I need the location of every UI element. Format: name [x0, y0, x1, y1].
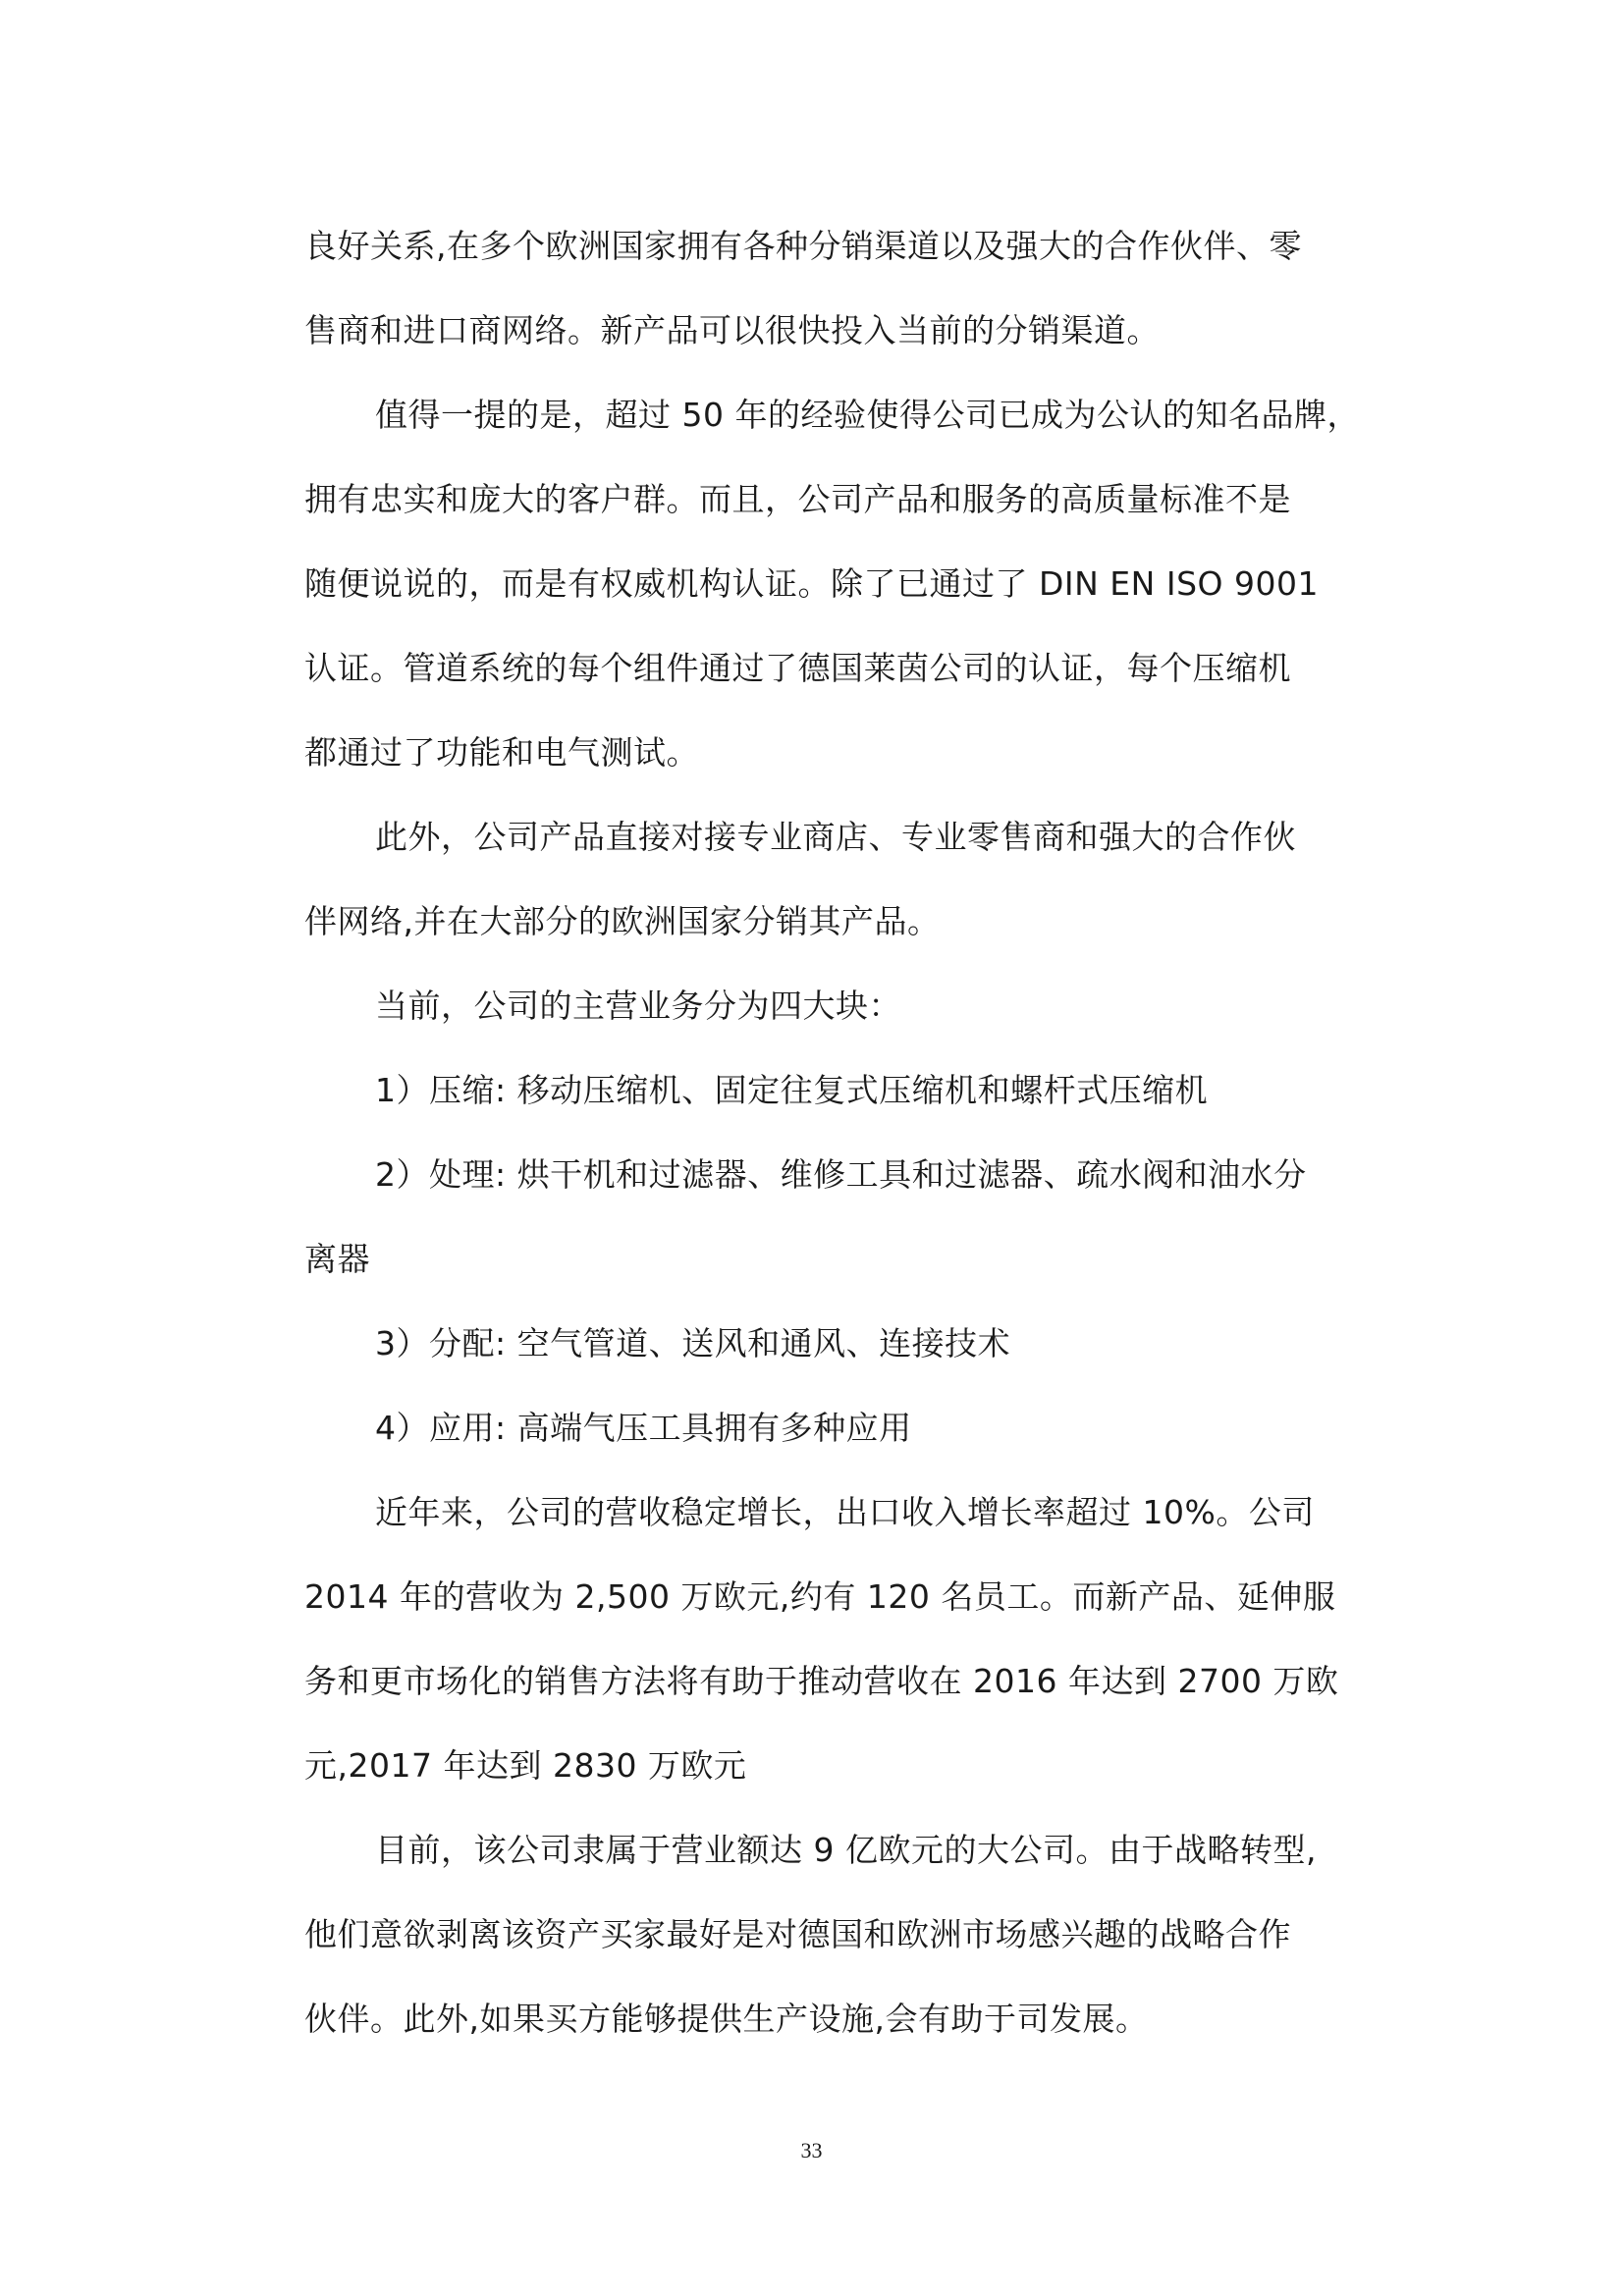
list-item: 2）处理: 烘干机和过滤器、维修工具和过滤器、疏水阀和油水分: [375, 1155, 1307, 1194]
text-line: 伴网络,并在大部分的欧洲国家分销其产品。: [304, 902, 941, 940]
paragraph-start: 当前，公司的主营业务分为四大块：: [375, 987, 901, 1025]
text-line: 务和更市场化的销售方法将有助于推动营收在 2016 年达到 2700 万欧: [304, 1662, 1339, 1700]
list-item: 4）应用: 高端气压工具拥有多种应用: [375, 1409, 912, 1447]
text-line: 都通过了功能和电气测试。: [304, 733, 699, 772]
list-item: 1）压缩: 移动压缩机、固定往复式压缩机和螺杆式压缩机: [375, 1071, 1209, 1109]
text-line: 拥有忠实和庞大的客户群。而且，公司产品和服务的高质量标准不是: [304, 480, 1291, 518]
paragraph-start: 目前，该公司隶属于营业额达 9 亿欧元的大公司。由于战略转型,: [375, 1831, 1317, 1869]
text-line: 离器: [304, 1240, 370, 1278]
text-line: 元,2017 年达到 2830 万欧元: [304, 1746, 747, 1785]
paragraph-start: 值得一提的是，超过 50 年的经验使得公司已成为公认的知名品牌，: [375, 396, 1360, 434]
paragraph-start: 近年来，公司的营收稳定增长，出口收入增长率超过 10%。公司: [375, 1493, 1315, 1531]
text-line: 伙伴。此外,如果买方能够提供生产设施,会有助于司发展。: [304, 2000, 1149, 2038]
text-line: 2014 年的营收为 2,500 万欧元,约有 120 名员工。而新产品、延伸服: [304, 1577, 1336, 1616]
text-line: 随便说说的，而是有权威机构认证。除了已通过了 DIN EN ISO 9001: [304, 564, 1319, 603]
text-line: 他们意欲剥离该资产买家最好是对德国和欧洲市场感兴趣的战略合作: [304, 1915, 1291, 1953]
text-line: 售商和进口商网络。新产品可以很快投入当前的分销渠道。: [304, 311, 1160, 349]
page-number: 33: [800, 2138, 823, 2163]
body-text: [304, 204, 1384, 2061]
paragraph-start: 此外，公司产品直接对接专业商店、专业零售商和强大的合作伙: [375, 818, 1296, 856]
text-line: 良好关系,在多个欧洲国家拥有各种分销渠道以及强大的合作伙伴、零: [304, 227, 1302, 265]
text-line: 认证。管道系统的每个组件通过了德国莱茵公司的认证，每个压缩机: [304, 649, 1291, 687]
list-item: 3）分配: 空气管道、送风和通风、连接技术: [375, 1324, 1011, 1362]
